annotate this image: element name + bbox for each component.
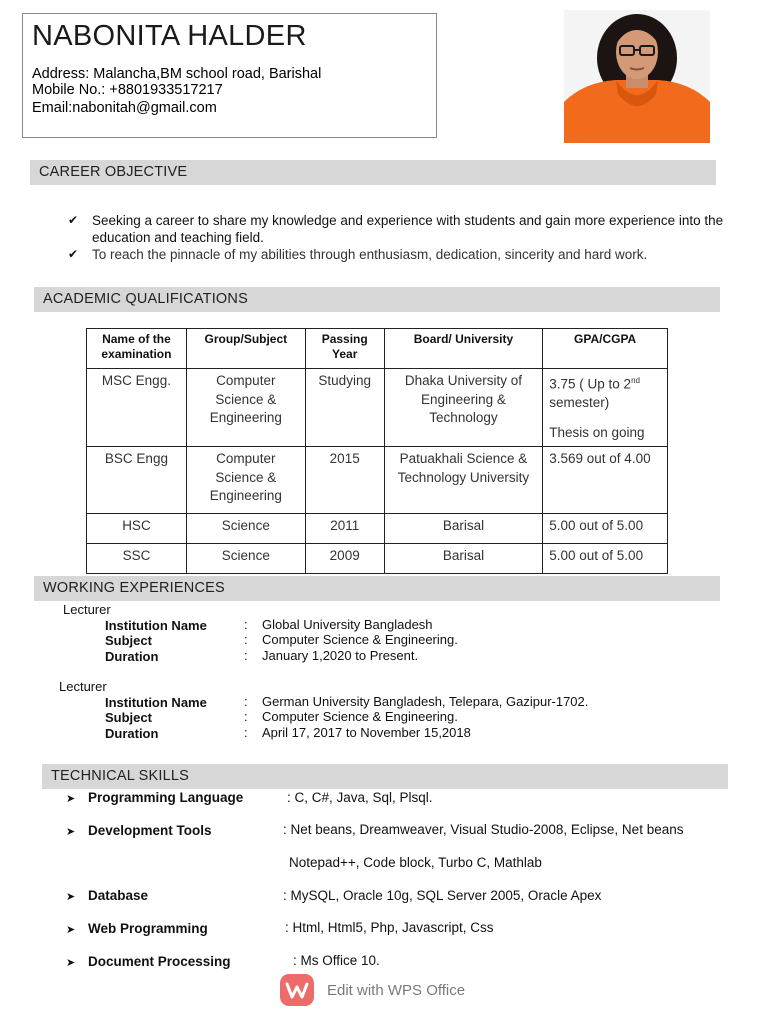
header-box [22, 13, 437, 138]
job-title: Lecturer [63, 602, 111, 617]
career-objective-heading: CAREER OBJECTIVE [30, 160, 716, 185]
skill-value: : C, C#, Java, Sql, Plsql. [287, 790, 433, 805]
arrow-bullet-icon: ➤ [66, 924, 76, 936]
skill-label: Web Programming [88, 921, 208, 936]
subject-cell: Science [186, 544, 305, 574]
email-line: Email:nabonitah@gmail.com [32, 100, 217, 116]
colon: : [244, 617, 248, 632]
arrow-bullet-icon: ➤ [66, 826, 76, 838]
working-experiences-heading: WORKING EXPERIENCES [34, 576, 720, 601]
subject-cell: Computer Science & Engineering [186, 447, 305, 514]
year-cell: 2015 [305, 447, 384, 514]
gpa-cell: 5.00 out of 5.00 [543, 514, 668, 544]
objective-item: ✔ Seeking a career to share my knowledge and experience with students and gain more experience into the education and teaching field. [68, 213, 724, 245]
duration-label: Duration [105, 726, 159, 741]
academic-heading: ACADEMIC QUALIFICATIONS [34, 287, 720, 312]
job-title: Lecturer [59, 679, 107, 694]
skill-value: : Html, Html5, Php, Javascript, Css [285, 920, 494, 935]
institution-value: German University Bangladesh, Telepara, Gazipur-1702. [262, 694, 589, 709]
check-icon: ✔ [68, 247, 79, 261]
mobile-line: Mobile No.: +8801933517217 [32, 82, 223, 98]
exam-cell: MSC Engg. [87, 369, 187, 447]
wps-logo-icon [280, 974, 314, 1006]
institution-label: Institution Name [105, 618, 207, 633]
institution-value: Global University Bangladesh [262, 617, 433, 632]
year-cell: 2011 [305, 514, 384, 544]
exam-cell: HSC [87, 514, 187, 544]
wps-label: Edit with WPS Office [327, 982, 466, 999]
skill-value: : Ms Office 10. [293, 953, 380, 968]
board-cell: Barisal [384, 514, 543, 544]
colon: : [244, 709, 248, 724]
subject-value: Computer Science & Engineering. [262, 709, 458, 724]
skill-label: Development Tools [88, 823, 212, 838]
technical-skills-heading: TECHNICAL SKILLS [42, 764, 728, 789]
year-cell: Studying [305, 369, 384, 447]
year-cell: 2009 [305, 544, 384, 574]
table-row [87, 369, 668, 447]
subject-cell: Science [186, 514, 305, 544]
column-header: Group/Subject [186, 329, 305, 369]
board-cell: Patuakhali Science & Technology University [384, 447, 543, 514]
column-header: Passing Year [305, 329, 384, 369]
skill-value-continued: Notepad++, Code block, Turbo C, Mathlab [289, 855, 542, 870]
check-icon: ✔ [68, 213, 79, 227]
subject-label: Subject [105, 633, 152, 648]
column-header: GPA/CGPA [543, 329, 668, 369]
colon: : [244, 725, 248, 740]
institution-label: Institution Name [105, 695, 207, 710]
duration-value: April 17, 2017 to November 15,2018 [262, 725, 471, 740]
column-header: Board/ University [384, 329, 543, 369]
gpa-note: Thesis on going [549, 424, 645, 440]
table-header-row [87, 329, 668, 369]
academic-table [86, 328, 668, 574]
colon: : [244, 632, 248, 647]
arrow-bullet-icon: ➤ [66, 957, 76, 969]
arrow-bullet-icon: ➤ [66, 793, 76, 805]
arrow-bullet-icon: ➤ [66, 891, 76, 903]
subject-value: Computer Science & Engineering. [262, 632, 458, 647]
objective-item: ✔ To reach the pinnacle of my abilities through enthusiasm, dedication, sincerity and hard work. [68, 247, 648, 262]
table-row [87, 447, 668, 514]
gpa-cell: 3.569 out of 4.00 [543, 447, 668, 514]
skill-value: : Net beans, Dreamweaver, Visual Studio-2008, Eclipse, Net beans [283, 822, 684, 837]
board-cell: Barisal [384, 544, 543, 574]
colon: : [244, 694, 248, 709]
profile-photo [564, 10, 710, 143]
subject-label: Subject [105, 710, 152, 725]
gpa-cell: 5.00 out of 5.00 [543, 544, 668, 574]
table-row [87, 514, 668, 544]
exam-cell: BSC Engg [87, 447, 187, 514]
skill-label: Programming Language [88, 790, 244, 805]
table-row [87, 544, 668, 574]
subject-cell: Computer Science & Engineering [186, 369, 305, 447]
board-cell: Dhaka University of Engineering & Technology [384, 369, 543, 447]
skill-label: Database [88, 888, 149, 903]
duration-value: January 1,2020 to Present. [262, 648, 419, 663]
colon: : [244, 648, 248, 663]
candidate-name: NABONITA HALDER [32, 20, 307, 52]
duration-label: Duration [105, 649, 159, 664]
skill-label: Document Processing [88, 954, 231, 969]
column-header: Name of the examination [87, 329, 187, 369]
exam-cell: SSC [87, 544, 187, 574]
gpa-cell: 3.75 ( Up to 2nd semester) Thesis on going [543, 369, 668, 447]
skill-value: : MySQL, Oracle 10g, SQL Server 2005, Oracle Apex [283, 888, 602, 903]
address-line: Address: Malancha,BM school road, Barishal [32, 66, 322, 82]
